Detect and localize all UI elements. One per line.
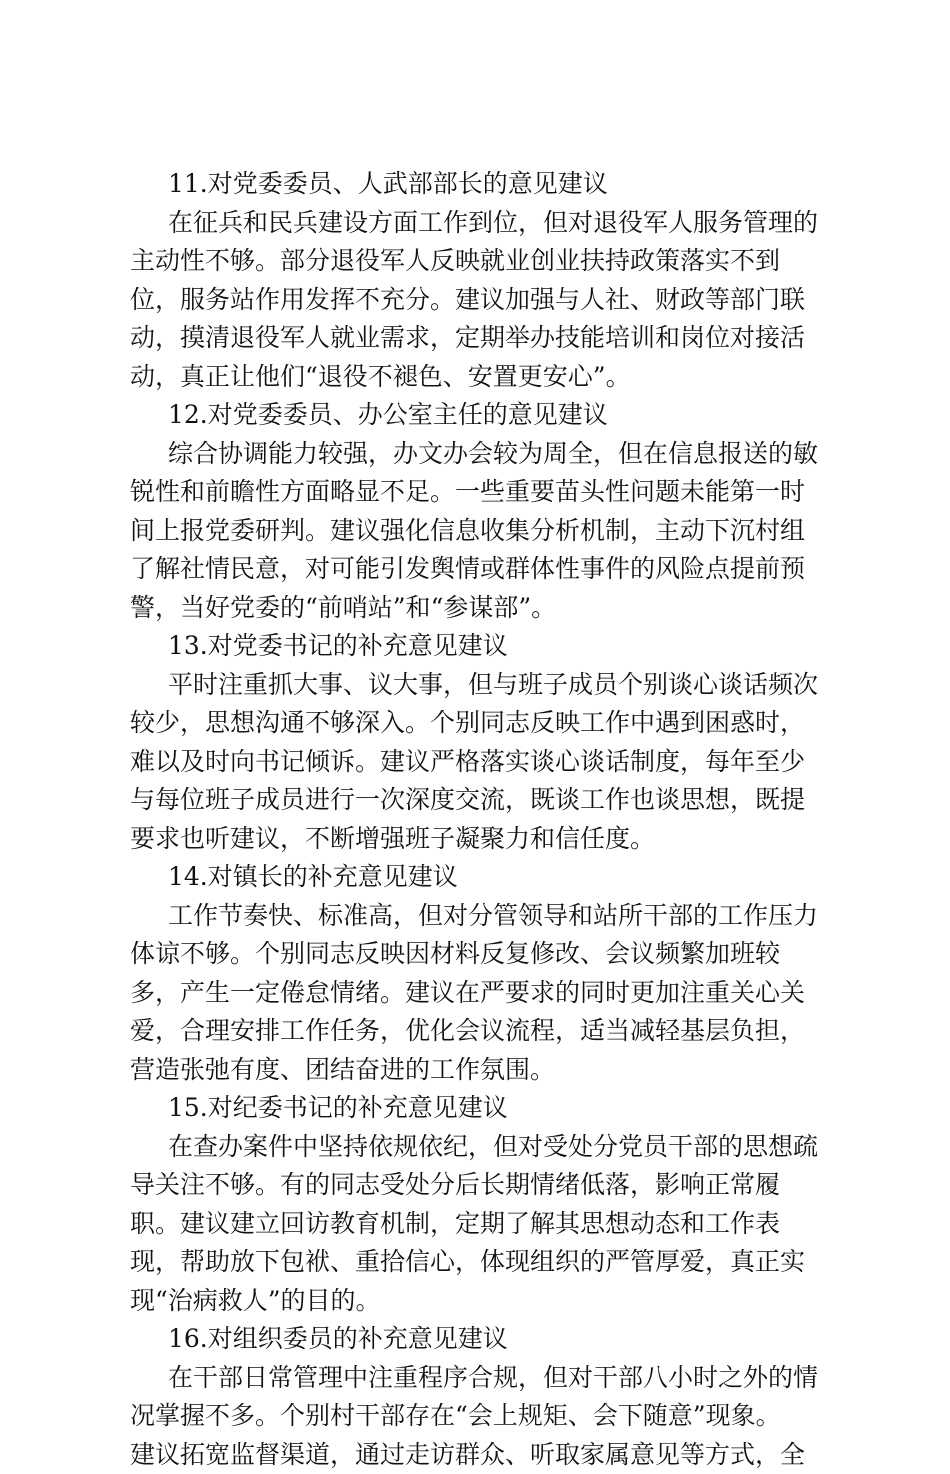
paragraph-line: 主动性不够。部分退役军人反映就业创业扶持政策落实不到 [130, 242, 830, 281]
paragraph-line: 较少，思想沟通不够深入。个别同志反映工作中遇到困惑时， [130, 704, 830, 743]
paragraph-line: 爱，合理安排工作任务，优化会议流程，适当减轻基层负担， [130, 1012, 830, 1051]
section-heading: 12.对党委委员、办公室主任的意见建议 [130, 396, 830, 435]
paragraph-line: 动，摸清退役军人就业需求，定期举办技能培训和岗位对接活 [130, 319, 830, 358]
paragraph-line: 工作节奏快、标准高，但对分管领导和站所干部的工作压力 [130, 897, 830, 936]
paragraph-line: 在查办案件中坚持依规依纪，但对受处分党员干部的思想疏 [130, 1128, 830, 1167]
paragraph-line: 平时注重抓大事、议大事，但与班子成员个别谈心谈话频次 [130, 666, 830, 705]
paragraph-line: 在征兵和民兵建设方面工作到位，但对退役军人服务管理的 [130, 204, 830, 243]
paragraph-line: 警，当好党委的“前哨站”和“参谋部”。 [130, 589, 830, 628]
paragraph-line: 位，服务站作用发挥不充分。建议加强与人社、财政等部门联 [130, 281, 830, 320]
paragraph-line: 营造张弛有度、团结奋进的工作氛围。 [130, 1051, 830, 1090]
paragraph-line: 现“治病救人”的目的。 [130, 1282, 830, 1321]
section-heading: 13.对党委书记的补充意见建议 [130, 627, 830, 666]
document-body [130, 165, 830, 1474]
paragraph-line: 在干部日常管理中注重程序合规，但对干部八小时之外的情 [130, 1359, 830, 1398]
section-heading: 15.对纪委书记的补充意见建议 [130, 1089, 830, 1128]
paragraph-line: 导关注不够。有的同志受处分后长期情绪低落，影响正常履 [130, 1166, 830, 1205]
paragraph-line: 建议拓宽监督渠道，通过走访群众、听取家属意见等方式，全 [130, 1436, 830, 1474]
paragraph-line: 体谅不够。个别同志反映因材料反复修改、会议频繁加班较 [130, 935, 830, 974]
section-heading: 11.对党委委员、人武部部长的意见建议 [130, 165, 830, 204]
paragraph-line: 了解社情民意，对可能引发舆情或群体性事件的风险点提前预 [130, 550, 830, 589]
paragraph-line: 综合协调能力较强，办文办会较为周全，但在信息报送的敏 [130, 435, 830, 474]
paragraph-line: 现，帮助放下包袱、重拾信心，体现组织的严管厚爱，真正实 [130, 1243, 830, 1282]
paragraph-line: 况掌握不多。个别村干部存在“会上规矩、会下随意”现象。 [130, 1397, 830, 1436]
paragraph-line: 动，真正让他们“退役不褪色、安置更安心”。 [130, 358, 830, 397]
paragraph-line: 多，产生一定倦怠情绪。建议在严要求的同时更加注重关心关 [130, 974, 830, 1013]
paragraph-line: 间上报党委研判。建议强化信息收集分析机制，主动下沉村组 [130, 512, 830, 551]
paragraph-line: 锐性和前瞻性方面略显不足。一些重要苗头性问题未能第一时 [130, 473, 830, 512]
paragraph-line: 职。建议建立回访教育机制，定期了解其思想动态和工作表 [130, 1205, 830, 1244]
paragraph-line: 难以及时向书记倾诉。建议严格落实谈心谈话制度，每年至少 [130, 743, 830, 782]
paragraph-line: 与每位班子成员进行一次深度交流，既谈工作也谈思想，既提 [130, 781, 830, 820]
section-heading: 16.对组织委员的补充意见建议 [130, 1320, 830, 1359]
paragraph-line: 要求也听建议，不断增强班子凝聚力和信任度。 [130, 820, 830, 859]
section-heading: 14.对镇长的补充意见建议 [130, 858, 830, 897]
